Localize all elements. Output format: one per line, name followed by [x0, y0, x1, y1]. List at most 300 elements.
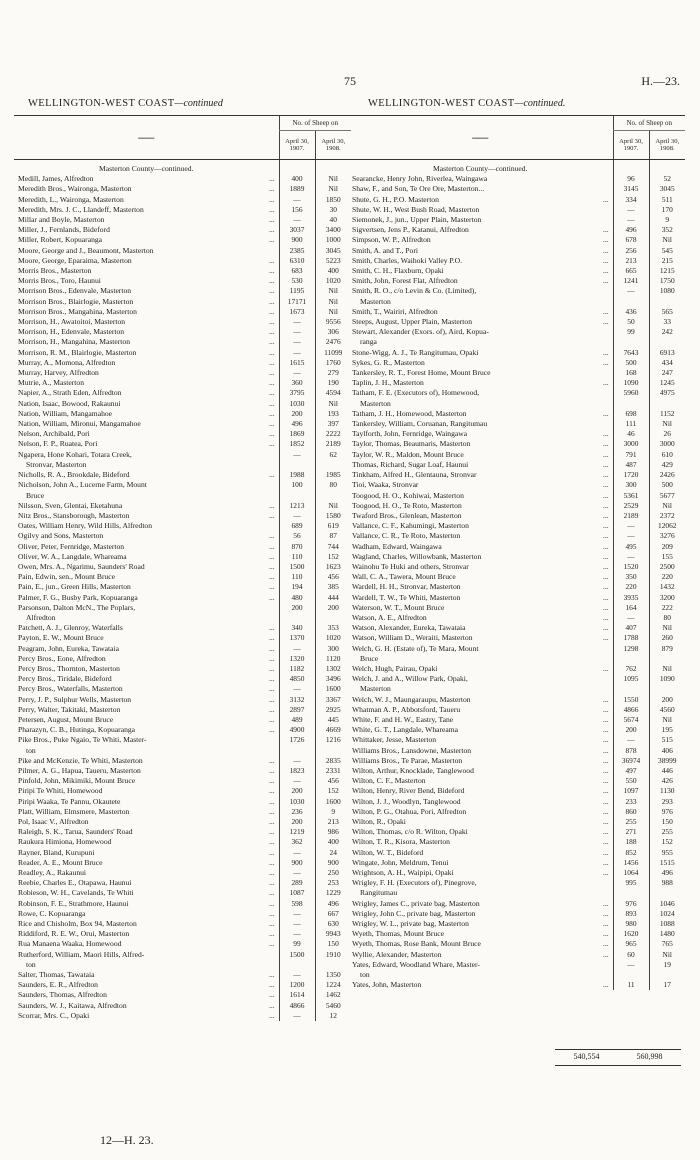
sheep-1908: 385 [315, 582, 351, 592]
holder-name: Millar and Boyle, Masterton [18, 215, 105, 225]
table-row [348, 286, 685, 296]
holder-name: Taylforth, John, Fernridge, Waingawa [352, 429, 468, 439]
table-row [14, 888, 351, 898]
table-row [348, 756, 685, 766]
sheep-1907: 5361 [613, 491, 649, 501]
sheep-1907: 487 [613, 460, 649, 470]
sheep-1908: 3400 [315, 225, 351, 235]
holder-name: Yates, Edward, Woodland Whare, Master- [352, 959, 480, 969]
table-row [14, 858, 351, 868]
table-row [348, 807, 685, 817]
leader-dots: ... [269, 194, 275, 204]
leader-dots: ... [269, 908, 275, 918]
sheep-1907 [613, 684, 649, 694]
totals-rule-bottom [555, 1065, 681, 1066]
holder-name: Welch, W. J., Maungaraupu, Masterton [352, 694, 471, 704]
sheep-1907: 598 [279, 899, 315, 909]
table-row [348, 827, 685, 837]
holder-name: Platt, William, Elmsmere, Masterton [18, 806, 130, 816]
sheep-1907: 3037 [279, 225, 315, 235]
leader-dots [603, 174, 613, 184]
table-row [348, 888, 685, 898]
holder-name: Smith, T., Wairiri, Alfredton [352, 306, 438, 316]
table-row [14, 613, 351, 623]
table-row [348, 419, 685, 429]
holder-name: Morris Bros., Masterton [18, 266, 92, 276]
sheep-1908: 397 [315, 419, 351, 429]
leader-dots: ... [603, 602, 609, 612]
table-row [348, 837, 685, 847]
sheep-1907: 1030 [279, 399, 315, 409]
holder-name: Rowe, C. Kopuaranga [18, 908, 86, 918]
sheep-1908: 988 [649, 878, 685, 888]
table-row [14, 868, 351, 878]
sheep-1907: 976 [613, 899, 649, 909]
leader-dots [603, 878, 613, 888]
holder-name: Nilsson, Sven, Glentai, Eketahuna [18, 500, 123, 510]
holder-name: Taylor, W. R., Maldon, Mount Bruce [352, 449, 464, 459]
leader-dots: ... [269, 970, 275, 980]
holder-name: Ogilvy and Sons, Masterton [18, 531, 104, 541]
holder-name: Tatham, J. H., Homewood, Masterton [352, 408, 467, 418]
leader-dots: ... [603, 806, 609, 816]
holder-name: Tankersley, R. T., Forest Home, Mount Bruce [352, 368, 491, 378]
holder-name: Smith, Charles, Waihoki Valley P.O. [352, 255, 463, 265]
sheep-1908: 250 [315, 868, 351, 878]
total-1908: 560,998 [636, 1052, 663, 1061]
sheep-1908: 500 [649, 480, 685, 490]
sheep-1908: Nil [649, 235, 685, 245]
sheep-1907: 99 [279, 939, 315, 949]
holder-name: ranga [360, 337, 377, 347]
leader-dots: ... [603, 510, 609, 520]
holder-name: Smith, R. O., c/o Levin & Co. (Limited), [352, 286, 477, 296]
sheep-1908: 17 [649, 980, 685, 990]
sheep-1908: 3276 [649, 531, 685, 541]
leader-dots: ... [603, 847, 609, 857]
sheep-1908: 24 [315, 848, 351, 858]
sheep-1908: 444 [315, 593, 351, 603]
leader-dots: ... [269, 786, 275, 796]
sheep-1907: 255 [613, 817, 649, 827]
sheep-1908: 1215 [649, 266, 685, 276]
leader-dots: ... [603, 704, 609, 714]
table-row [348, 909, 685, 919]
table-row [348, 939, 685, 949]
table-row [14, 970, 351, 980]
table-row [14, 797, 351, 807]
table-row [14, 1011, 351, 1021]
sheep-1907: 96 [613, 174, 649, 184]
right-header-1907 [613, 131, 649, 160]
leader-dots [603, 399, 613, 409]
holder-name: Wilton, J. J., Woodlyn, Tanglewood [352, 796, 461, 806]
holder-name: Welch, Hugh, Pairau, Opaki [352, 663, 438, 673]
sheep-1908: 1985 [315, 470, 351, 480]
table-row [348, 225, 685, 235]
sheep-1908: Nil [315, 307, 351, 317]
sheep-1907: 7643 [613, 348, 649, 358]
leader-dots: ... [269, 500, 275, 510]
leader-dots: ... [603, 439, 609, 449]
table-row [348, 674, 685, 684]
leader-dots: ... [603, 490, 609, 500]
sheep-1908: 1020 [315, 633, 351, 643]
sheep-1907: 870 [279, 542, 315, 552]
holder-name: Watson, Alexander, Eureka, Tawataia [352, 623, 466, 633]
sheep-1907: 689 [279, 521, 315, 531]
sheep-1908: 2925 [315, 705, 351, 715]
table-row [14, 266, 351, 276]
totals-rule-top [555, 1049, 681, 1050]
table-row [348, 174, 685, 184]
sheep-1907: 1614 [279, 990, 315, 1000]
table-row [14, 664, 351, 674]
page-reference: H.—23. [641, 74, 680, 88]
sheep-1908: 213 [315, 817, 351, 827]
leader-dots: ... [603, 827, 609, 837]
sheep-1908: 496 [649, 868, 685, 878]
leader-dots [603, 205, 613, 215]
sheep-1907: 156 [279, 205, 315, 215]
leader-dots: ... [603, 714, 609, 724]
leader-dots: ... [603, 857, 609, 867]
sheep-1908: 30 [315, 205, 351, 215]
leader-dots: ... [269, 235, 275, 245]
holder-name: Nelson, F. P., Ruatea, Pori [18, 439, 98, 449]
sheep-1908: 9 [649, 215, 685, 225]
right-header-continued: —continued. [514, 98, 566, 109]
sheep-1907 [613, 399, 649, 409]
leader-dots [269, 491, 279, 501]
holder-name: Watson, A. E., Alfredton [352, 612, 427, 622]
leader-dots: ... [269, 980, 275, 990]
sheep-1907: 362 [279, 837, 315, 847]
left-sheep-group-header: No. of Sheep on [279, 116, 351, 131]
sheep-1907: 1320 [279, 654, 315, 664]
table-row [348, 848, 685, 858]
holder-name: Alfredton [26, 612, 56, 622]
table-row [14, 480, 351, 490]
sheep-1907: — [279, 919, 315, 929]
leader-dots: ... [603, 551, 609, 561]
table-row [348, 358, 685, 368]
table-row [14, 572, 351, 582]
sheep-1908: 3000 [649, 439, 685, 449]
table-row [14, 633, 351, 643]
sheep-1908: 1600 [315, 684, 351, 694]
sheep-1907: 980 [613, 919, 649, 929]
holder-name: Saunders, E. R., Alfredton [18, 980, 98, 990]
sheep-1908: 80 [315, 480, 351, 490]
holder-name: Stewart, Alexander (Exors. of), Aird, Kopua- [352, 327, 489, 337]
holder-name: Wrigley, F. H. (Executors of), Pinegrove, [352, 878, 477, 888]
table-row [348, 664, 685, 674]
sheep-1908: 5677 [649, 491, 685, 501]
table-row [348, 899, 685, 909]
sheep-1907: 530 [279, 276, 315, 286]
table-row [14, 980, 351, 990]
holder-name: Murray, A., Momona, Alfredton [18, 357, 116, 367]
sheep-1907: 900 [279, 858, 315, 868]
holder-name: Morris Bros., Toro, Haunui [18, 276, 101, 286]
sheep-1908: 193 [315, 409, 351, 419]
right-totals-row [555, 1052, 681, 1061]
sheep-1908: 1910 [315, 950, 351, 960]
table-row [348, 491, 685, 501]
sheep-1908: 456 [315, 776, 351, 786]
holder-name: Morrison, H., Edenvale, Masterton [18, 327, 125, 337]
sheep-1907: 1520 [613, 562, 649, 572]
sheep-1908: 400 [315, 266, 351, 276]
left-header-1907 [279, 131, 315, 160]
left-header-1907-line1: April 30, [285, 138, 309, 145]
sheep-1908: 155 [649, 552, 685, 562]
sheep-1907: 3145 [613, 184, 649, 194]
holder-name: Oates, William Henry, Wild Hills, Alfredton [18, 521, 153, 531]
leader-dots: ... [269, 868, 275, 878]
table-row [14, 439, 351, 449]
holder-name: Rangitumau [360, 888, 398, 898]
table-row [348, 715, 685, 725]
right-header-title: WELLINGTON-WEST COAST [368, 98, 515, 109]
leader-dots: ... [603, 694, 609, 704]
table-row [348, 695, 685, 705]
sheep-1907: 1370 [279, 633, 315, 643]
sheep-1908: 879 [649, 644, 685, 654]
sheep-1907: — [613, 521, 649, 531]
sheep-1907: — [613, 735, 649, 745]
table-row [14, 909, 351, 919]
table-row [348, 878, 685, 888]
leader-dots: ... [603, 755, 609, 765]
holder-name: Petersen, August, Mount Bruce [18, 714, 114, 724]
holder-name: Ngapera, Hone Kohari, Totara Creek, [18, 449, 132, 459]
table-row [14, 368, 351, 378]
sheep-1908 [315, 746, 351, 756]
leader-dots: ... [269, 184, 275, 194]
table-row [14, 939, 351, 949]
sheep-1907: 852 [613, 848, 649, 858]
table-row [14, 256, 351, 266]
table-row [348, 215, 685, 225]
table-row [348, 450, 685, 460]
holder-name: Perry, Walter, Takitaki, Masterton [18, 704, 121, 714]
sheep-1908 [315, 613, 351, 623]
sheep-1908: 1046 [649, 899, 685, 909]
right-column-header [368, 98, 565, 109]
sheep-1908: 2372 [649, 511, 685, 521]
sheep-1907: 791 [613, 450, 649, 460]
holder-name: Percy Bros., Eone, Alfredton [18, 653, 106, 663]
leader-dots: ... [603, 868, 609, 878]
left-name-column-header: — [14, 116, 279, 160]
leader-dots: ... [269, 296, 275, 306]
sheep-1908: 406 [649, 746, 685, 756]
leader-dots: ... [269, 990, 275, 1000]
table-row [348, 511, 685, 521]
right-sheep-table [348, 115, 685, 990]
sheep-1908: 456 [315, 572, 351, 582]
left-header-1908 [315, 131, 351, 160]
table-row [14, 562, 351, 572]
sheep-1907: 11 [613, 980, 649, 990]
leader-dots: ... [603, 572, 609, 582]
holder-name: Pike Bros., Puke Ngaio, Te Whiti, Master- [18, 735, 147, 745]
sheep-1907: 3132 [279, 695, 315, 705]
leader-dots: ... [269, 857, 275, 867]
sheep-1907: — [613, 960, 649, 970]
table-row [14, 276, 351, 286]
table-row [348, 562, 685, 572]
table-row [348, 980, 685, 990]
sheep-1907: 497 [613, 766, 649, 776]
leader-dots: ... [603, 500, 609, 510]
sheep-1907: 495 [613, 542, 649, 552]
sheep-1907: 496 [613, 225, 649, 235]
leader-dots [603, 654, 613, 664]
sheep-1908: Nil [649, 715, 685, 725]
sheep-1907: 36974 [613, 756, 649, 766]
leader-dots: ... [603, 939, 609, 949]
holder-name: Percy Bros., Tiridale, Bideford [18, 674, 112, 684]
holder-name: Tatham, F. E. (Executors of), Homewood, [352, 388, 480, 398]
table-row [14, 929, 351, 939]
sheep-1907: 17171 [279, 297, 315, 307]
holder-name: Siemonek, J., jun., Upper Plain, Masterton [352, 215, 482, 225]
leader-dots: ... [603, 817, 609, 826]
holder-name: Rutherford, William, Maori Hills, Alfred- [18, 949, 145, 959]
leader-dots: ... [269, 357, 275, 367]
holder-name: Welch, J. and A., Willow Park, Opaki, [352, 674, 468, 684]
holder-name: Robieson, W. H., Cavelands, Te Whiti [18, 888, 134, 898]
left-section-heading: Masterton County—continued. [99, 164, 194, 173]
sheep-1908: 1224 [315, 980, 351, 990]
holder-name: Payton, E. W., Mount Bruce [18, 633, 104, 643]
table-row [348, 409, 685, 419]
sheep-1907: 1241 [613, 276, 649, 286]
table-row [348, 684, 685, 694]
sheep-1907: — [279, 317, 315, 327]
sheep-1908: 1480 [649, 929, 685, 939]
sheep-1908: 1000 [315, 235, 351, 245]
sheep-1908: 353 [315, 623, 351, 633]
table-row [14, 491, 351, 501]
sheep-1907: — [279, 684, 315, 694]
leader-dots: ... [269, 725, 275, 735]
sheep-1907: — [279, 970, 315, 980]
holder-name: Wyllie, Alexander, Masterton [352, 949, 442, 959]
left-header-1907-line2: 1907. [289, 145, 305, 152]
sheep-1907: 665 [613, 266, 649, 276]
sheep-1908: Nil [649, 419, 685, 429]
leader-dots [603, 644, 613, 654]
table-row [14, 746, 351, 756]
table-row [348, 276, 685, 286]
table-row [348, 542, 685, 552]
sheep-1908: 195 [649, 725, 685, 735]
leader-dots: ... [603, 949, 609, 959]
sheep-1907: 168 [613, 368, 649, 378]
sheep-1908: 152 [315, 786, 351, 796]
holder-name: Taylor, Thomas, Beaumaris, Masterton [352, 439, 471, 449]
holder-name: Wall, C. A., Tawera, Mount Bruce [352, 572, 456, 582]
holder-name: Sigvertsen, Jens P., Katanui, Alfredton [352, 225, 469, 235]
sheep-1908 [315, 960, 351, 970]
holder-name: Bruce [360, 653, 379, 663]
sheep-1908: 1515 [649, 858, 685, 868]
sheep-1907: 1095 [613, 674, 649, 684]
holder-name: Tinkham, Alfred H., Glentauna, Stronvar [352, 470, 477, 480]
sheep-1908: 900 [315, 858, 351, 868]
holder-name: Pike and McKenzie, Te Whiti, Masterton [18, 755, 143, 765]
leader-dots: ... [269, 806, 275, 816]
holder-name: Wagland, Charles, Willowbank, Masterton [352, 551, 482, 561]
sheep-1908: 279 [315, 368, 351, 378]
leader-dots: ... [269, 368, 275, 378]
sheep-1907: 1620 [613, 929, 649, 939]
holder-name: Wilton, Henry, River Bend, Bideford [352, 786, 465, 796]
sheep-1907: 188 [613, 837, 649, 847]
leader-dots: ... [269, 765, 275, 775]
sheep-1908: 247 [649, 368, 685, 378]
leader-dots: ... [269, 684, 275, 694]
table-row [348, 725, 685, 735]
leader-dots: ... [269, 674, 275, 684]
sheep-1907 [613, 970, 649, 980]
table-row [348, 256, 685, 266]
holder-name: Palmer, F. G., Busby Park, Kopuaranga [18, 592, 138, 602]
leader-dots [269, 480, 279, 490]
table-row [348, 623, 685, 633]
sheep-1908: 429 [649, 460, 685, 470]
sheep-1908: 3045 [315, 246, 351, 256]
holder-name: Williams Bros., Lansdowne, Masterton [352, 745, 472, 755]
holder-name: Whittaker, Jesse, Masterton [352, 735, 437, 745]
sheep-1908: 215 [649, 256, 685, 266]
sheep-1907: 878 [613, 746, 649, 756]
sheep-1907: 1219 [279, 827, 315, 837]
sheep-1907: 271 [613, 827, 649, 837]
sheep-1908: 150 [315, 939, 351, 949]
sheep-1908: 1350 [315, 970, 351, 980]
right-header-1908 [649, 131, 685, 160]
sheep-1907: 1182 [279, 664, 315, 674]
sheep-1908: 1750 [649, 276, 685, 286]
holder-name: Tankersley, William, Coruanan, Rangitumau [352, 419, 488, 429]
table-row [14, 235, 351, 245]
table-row [14, 419, 351, 429]
sheep-1908: 306 [315, 327, 351, 337]
left-header-continued: —continued [174, 98, 223, 109]
table-row [14, 327, 351, 337]
leader-dots: ... [269, 888, 275, 898]
holder-name: Vallance, C. F., Kahumingi, Masterton [352, 521, 469, 531]
holder-name: Wadham, Edward, Waingawa [352, 541, 442, 551]
holder-name: Pain, E., jun., Green Hills, Masterton [18, 582, 131, 592]
sheep-1908: 1024 [649, 909, 685, 919]
sheep-1908 [315, 491, 351, 501]
sheep-1908: 1216 [315, 735, 351, 745]
holder-name: Napier, A., Strath Eden, Alfredton [18, 388, 122, 398]
leader-dots: ... [269, 551, 275, 561]
sheep-1908 [649, 888, 685, 898]
right-table-body [348, 160, 685, 991]
holder-name: Steeps, August, Upper Plain, Masterton [352, 317, 473, 327]
left-sheep-table [14, 115, 351, 1021]
table-row [14, 766, 351, 776]
sheep-1907 [279, 460, 315, 470]
